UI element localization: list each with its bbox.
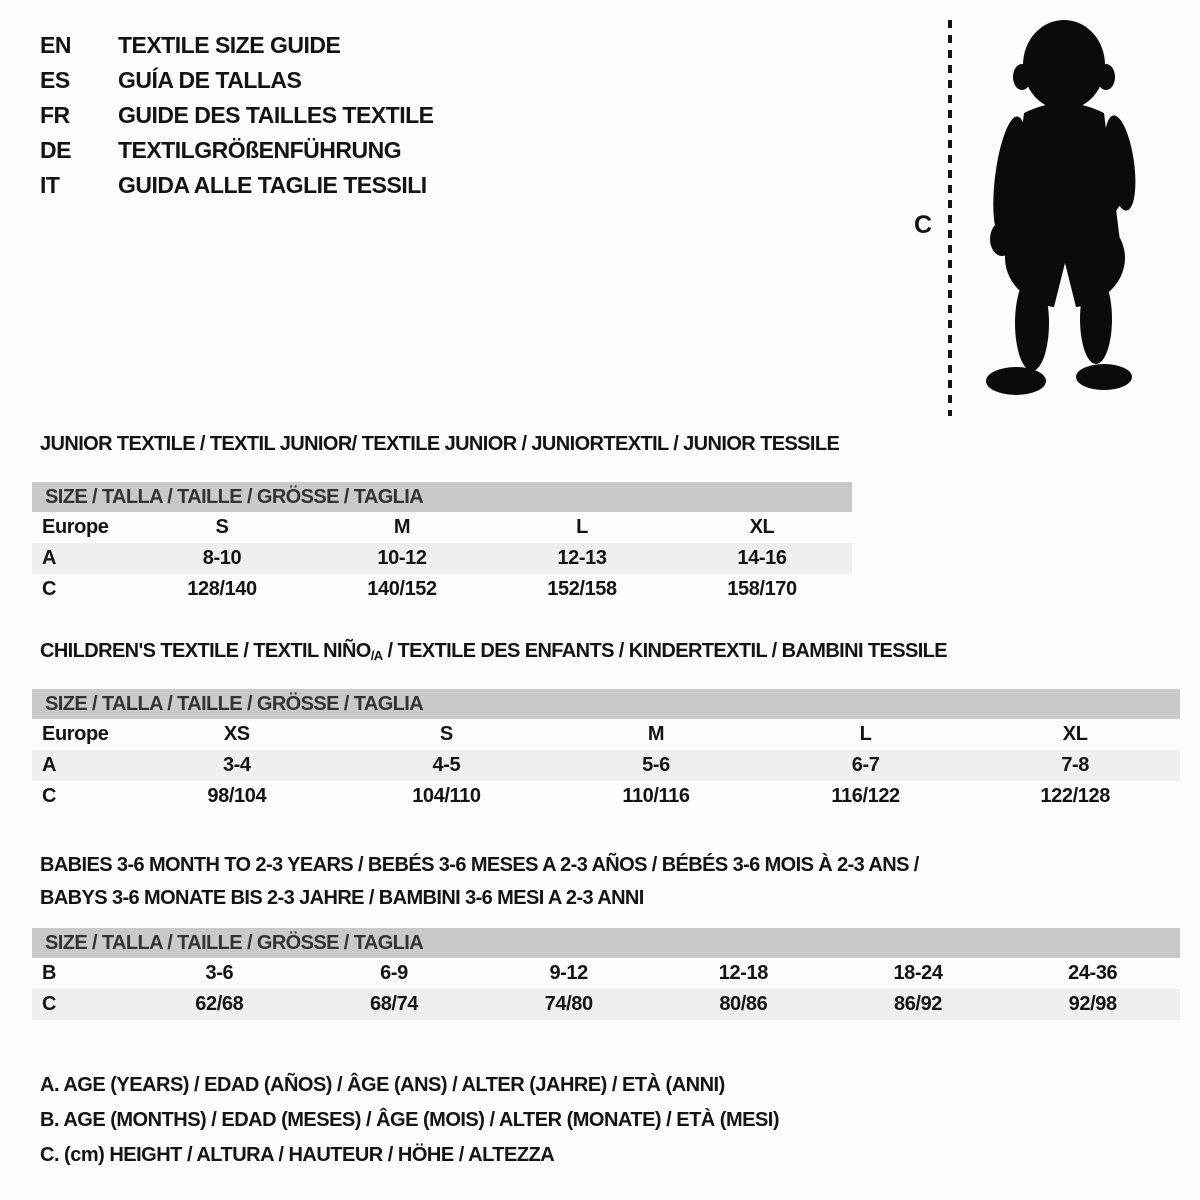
height-cell: 80/86: [719, 993, 768, 1015]
language-code: FR: [40, 102, 70, 128]
row-label: C: [42, 578, 57, 600]
language-row-en: [40, 28, 434, 63]
language-code: DE: [40, 137, 71, 163]
row-label: Europe: [42, 723, 109, 745]
table-row-height: [32, 989, 1180, 1020]
height-cell: 86/92: [893, 993, 943, 1015]
height-cell: 74/80: [544, 993, 593, 1015]
age-cell: 4-5: [432, 754, 461, 776]
age-cell: 5-6: [642, 754, 670, 776]
guide-title-es: GUÍA DE TALLAS: [118, 67, 302, 93]
language-row-es: [40, 63, 434, 98]
children-size-table: [32, 689, 1180, 812]
height-cell: 92/98: [1068, 993, 1117, 1015]
age-cell: 7-8: [1061, 754, 1090, 776]
size-cell: L: [859, 723, 872, 745]
babies-size-table: [32, 928, 1180, 1020]
height-cell: 98/104: [207, 785, 267, 807]
junior-size-table: [32, 482, 852, 605]
language-row-de: [40, 133, 434, 168]
size-band: SIZE / TALLA / TAILLE / GRÖSSE / TAGLIA: [32, 689, 1180, 719]
babies-section-title: [40, 849, 919, 915]
measure-legend: [40, 1068, 779, 1173]
babies-title-line1: BABIES 3-6 MONTH TO 2-3 YEARS / BEBÉS 3-6 MESES A 2-3 AÑOS / BÉBÉS 3-6 MOIS À 2-3 ANS /: [40, 854, 919, 876]
height-cell: 140/152: [367, 578, 437, 600]
size-cell: S: [439, 723, 453, 745]
months-cell: 24-36: [1068, 962, 1118, 984]
height-cell: 62/68: [195, 993, 244, 1015]
months-cell: 9-12: [549, 962, 588, 984]
age-cell: 8-10: [202, 547, 242, 569]
size-cell: XS: [223, 723, 250, 745]
height-cell: 122/128: [1040, 785, 1110, 807]
legend-age-years: A. AGE (YEARS) / EDAD (AÑOS) / ÂGE (ANS) / ALTER (JAHRE) / ETÀ (ANNI): [40, 1074, 725, 1096]
height-cell: 128/140: [187, 578, 257, 600]
row-label: Europe: [42, 516, 109, 538]
guide-title-it: GUIDA ALLE TAGLIE TESSILI: [118, 172, 427, 198]
height-cell: 110/116: [622, 785, 690, 807]
language-code: ES: [40, 67, 70, 93]
row-label: C: [42, 993, 57, 1015]
size-cell: S: [215, 516, 229, 538]
height-cell: 68/74: [369, 993, 419, 1015]
height-cell: 116/122: [831, 785, 900, 807]
children-section-title: [40, 640, 947, 663]
table-row-age: [32, 543, 852, 574]
children-title-sub: /A: [370, 648, 383, 663]
age-cell: 14-16: [737, 547, 787, 569]
size-band: SIZE / TALLA / TAILLE / GRÖSSE / TAGLIA: [32, 928, 1180, 958]
language-row-fr: [40, 98, 434, 133]
size-cell: XL: [1062, 723, 1088, 745]
height-figure: [900, 8, 1170, 428]
months-cell: 18-24: [893, 962, 943, 984]
age-cell: 6-7: [851, 754, 880, 776]
guide-title-fr: GUIDE DES TAILLES TEXTILE: [118, 102, 434, 128]
children-title-pre: CHILDREN'S TEXTILE / TEXTIL NIÑO: [40, 640, 371, 662]
row-label: A: [42, 547, 57, 569]
children-title-post: / TEXTILE DES ENFANTS / KINDERTEXTIL / BAMBINI TESSILE: [382, 640, 948, 662]
row-label: B: [42, 962, 57, 984]
table-row-age: [32, 750, 1180, 781]
guide-title-de: TEXTILGRÖßENFÜHRUNG: [118, 137, 402, 163]
size-cell: XL: [749, 516, 775, 538]
size-band: SIZE / TALLA / TAILLE / GRÖSSE / TAGLIA: [32, 482, 852, 512]
table-row-europe: [32, 512, 852, 543]
height-cell: 158/170: [727, 578, 797, 600]
language-code: EN: [40, 32, 71, 58]
height-cell: 152/158: [547, 578, 617, 600]
table-row-height: [32, 781, 1180, 812]
months-cell: 12-18: [718, 962, 768, 984]
size-cell: L: [576, 516, 588, 538]
age-cell: 12-13: [557, 547, 607, 569]
table-row-months: [32, 958, 1180, 989]
months-cell: 3-6: [205, 962, 234, 984]
language-list: [40, 28, 434, 203]
height-cell: 104/110: [412, 785, 481, 807]
height-measure-label: C: [914, 211, 933, 239]
table-row-height: [32, 574, 852, 605]
toddler-silhouette-icon: [900, 8, 1170, 428]
size-cell: M: [647, 723, 665, 745]
babies-title-line2: BABYS 3-6 MONATE BIS 2-3 JAHRE / BAMBINI 3-6 MESI A 2-3 ANNI: [40, 887, 644, 909]
junior-section-title: JUNIOR TEXTILE / TEXTIL JUNIOR/ TEXTILE JUNIOR / JUNIORTEXTIL / JUNIOR TESSILE: [40, 433, 840, 455]
row-label: C: [42, 785, 57, 807]
legend-height-cm: C. (cm) HEIGHT / ALTURA / HAUTEUR / HÖHE / ALTEZZA: [40, 1144, 555, 1166]
table-row-europe: [32, 719, 1180, 750]
months-cell: 6-9: [380, 962, 408, 984]
guide-title-en: TEXTILE SIZE GUIDE: [118, 32, 341, 58]
row-label: A: [42, 754, 57, 776]
age-cell: 3-4: [222, 754, 251, 776]
language-code: IT: [40, 172, 60, 198]
size-cell: M: [393, 516, 411, 538]
language-row-it: [40, 168, 434, 203]
age-cell: 10-12: [377, 547, 427, 569]
legend-age-months: B. AGE (MONTHS) / EDAD (MESES) / ÂGE (MOIS) / ALTER (MONATE) / ETÀ (MESI): [40, 1109, 780, 1131]
